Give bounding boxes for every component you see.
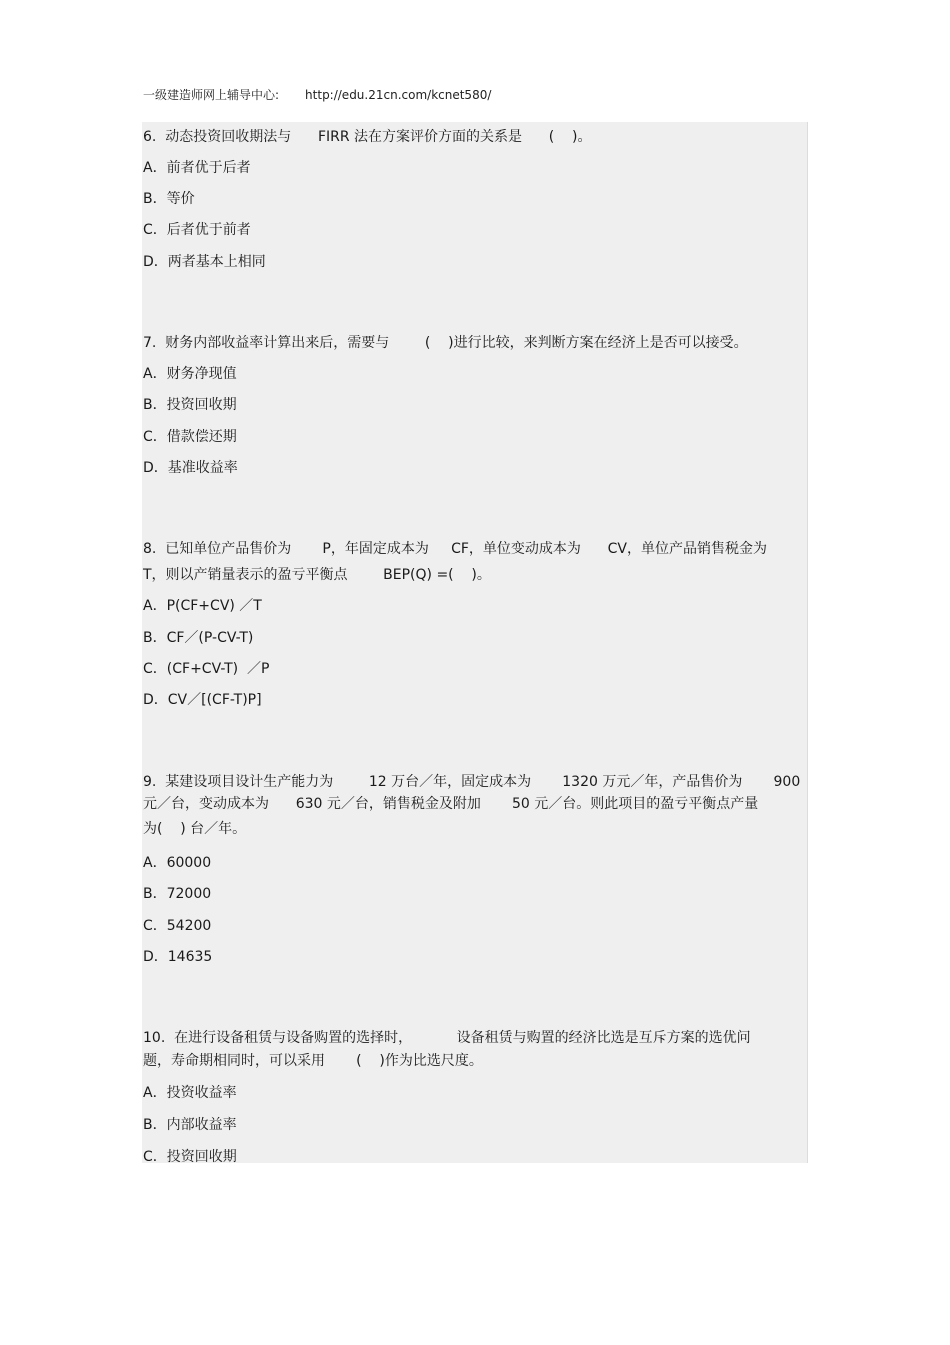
question-7-option-c: C．借款偿还期 <box>143 429 237 445</box>
question-6-option-b: B．等价 <box>143 191 195 207</box>
question-6-text: 6. 动态投资回收期法与 FIRR 法在方案评价方面的关系是 ( )。 <box>143 129 592 145</box>
question-8-text-line-1: 8. 已知单位产品售价为 P，年固定成本为 CF，单位变动成本为 CV，单位产品销售税金为 <box>143 541 767 557</box>
question-7-text: 7. 财务内部收益率计算出来后，需要与 ( )进行比较，来判断方案在经济上是否可以接受。 <box>143 335 748 351</box>
question-7-option-a: A．财务净现值 <box>143 366 237 382</box>
question-10-option-a: A．投资收益率 <box>143 1085 237 1101</box>
question-8-option-b: B．CF／(P-CV-T) <box>143 630 254 646</box>
question-10-text-line-2: 题，寿命期相同时，可以采用 ( )作为比选尺度。 <box>143 1053 483 1069</box>
question-panel <box>142 122 808 1163</box>
question-9-option-a: A．60000 <box>143 855 212 871</box>
question-6-option-c: C．后者优于前者 <box>143 222 251 238</box>
page-header <box>143 86 491 103</box>
question-9-option-c: C．54200 <box>143 918 212 934</box>
question-8-option-a: A．P(CF+CV) ／T <box>143 598 262 614</box>
question-9-text-line-1: 9. 某建设项目设计生产能力为 12 万台／年，固定成本为 1320 万元／年，产品售价为 900 <box>143 774 801 790</box>
question-6-option-a: A．前者优于后者 <box>143 160 251 176</box>
question-9-text-line-2: 元／台，变动成本为 630 元／台，销售税金及附加 50 元／台。则此项目的盈亏平衡点产量 <box>143 796 759 812</box>
question-7-option-d: D．基准收益率 <box>143 460 238 476</box>
question-6-option-d: D．两者基本上相同 <box>143 254 266 270</box>
header-title: 一级建造师网上辅导中心: <box>143 88 280 102</box>
header-url: http://edu.21cn.com/kcnet580/ <box>305 88 492 102</box>
question-10-option-c: C．投资回收期 <box>143 1149 237 1165</box>
question-7-option-b: B．投资回收期 <box>143 397 237 413</box>
question-8-option-d: D．CV／[(CF-T)P] <box>143 692 262 708</box>
question-10-text-line-1: 10. 在进行设备租赁与设备购置的选择时， 设备租赁与购置的经济比选是互斥方案的选优问 <box>143 1030 751 1046</box>
question-8-text-line-2: T，则以产销量表示的盈亏平衡点 BEP(Q) =( )。 <box>143 567 491 583</box>
question-9-option-b: B．72000 <box>143 886 212 902</box>
question-10-option-b: B．内部收益率 <box>143 1117 237 1133</box>
question-9-option-d: D．14635 <box>143 949 213 965</box>
question-9-text-line-3: 为( ) 台／年。 <box>143 821 247 837</box>
question-8-option-c: C．(CF+CV-T) ／P <box>143 661 270 677</box>
